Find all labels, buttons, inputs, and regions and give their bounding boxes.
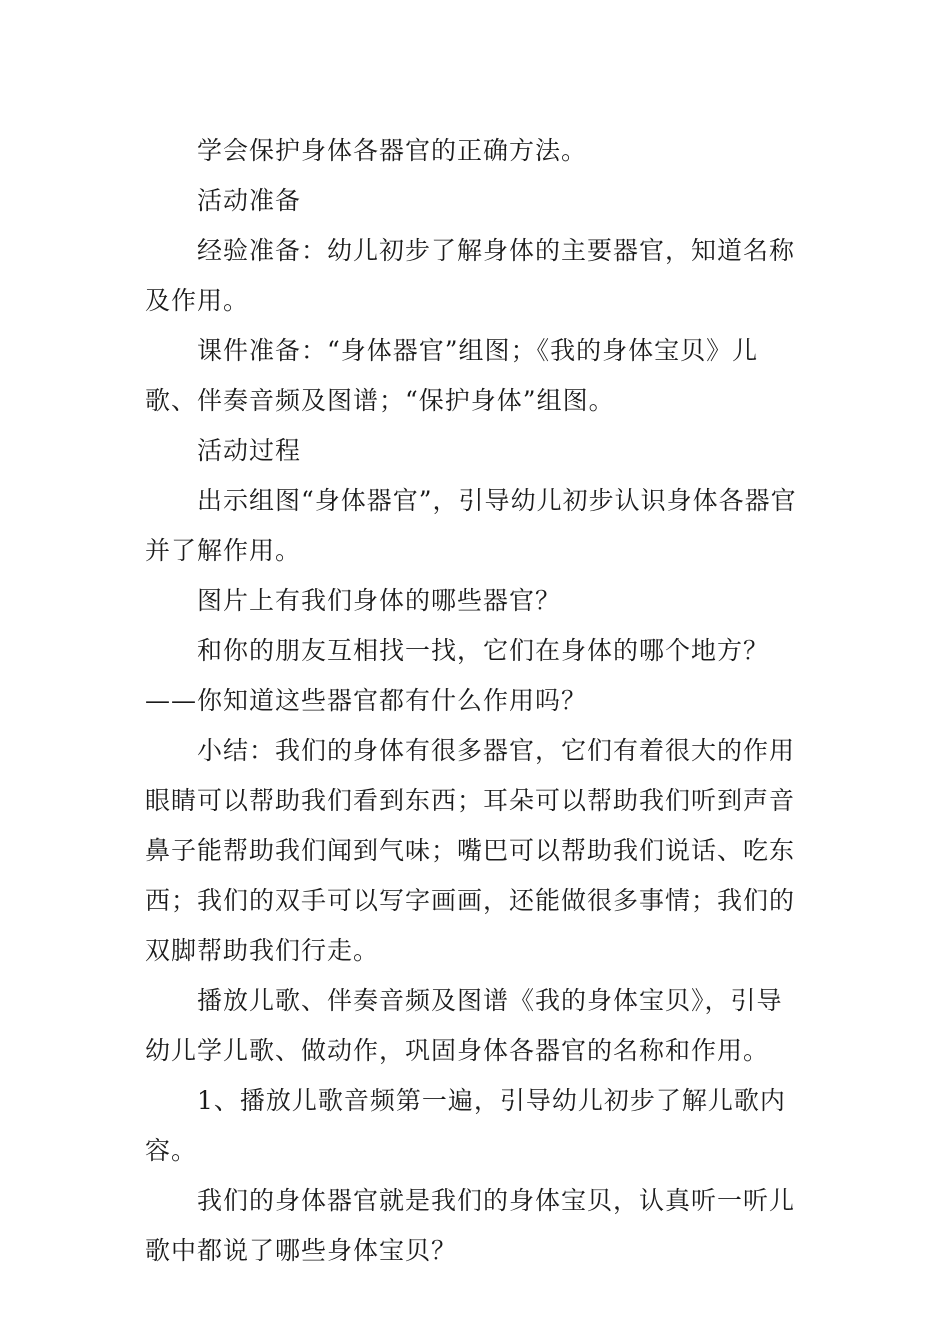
paragraph-play-song: 播放儿歌、伴奏音频及图谱《我的身体宝贝》，引导幼儿学儿歌、做动作，巩固身体各器官的名称和作用。: [145, 986, 783, 1065]
paragraph-courseware-prep: 课件准备：“身体器官”组图；《我的身体宝贝》儿歌、伴奏音频及图谱；“保护身体”组图。: [145, 336, 759, 415]
paragraph-listen: 我们的身体器官就是我们的身体宝贝，认真听一听儿歌中都说了哪些身体宝贝？: [145, 1186, 796, 1265]
heading-process: 活动过程: [197, 436, 302, 465]
paragraph-question-1: 图片上有我们身体的哪些器官？: [197, 586, 562, 615]
document-body: [145, 126, 807, 1276]
heading-preparation: 活动准备: [197, 186, 302, 215]
paragraph-goal: 学会保护身体各器官的正确方法。: [197, 136, 588, 165]
paragraph-step-1: 1、播放儿歌音频第一遍，引导幼儿初步了解儿歌内容。: [145, 1086, 786, 1165]
paragraph-question-2: 和你的朋友互相找一找，它们在身体的哪个地方？——你知道这些器官都有什么作用吗？: [145, 636, 770, 715]
paragraph-summary: 小结：我们的身体有很多器官，它们有着很大的作用眼睛可以帮助我们看到东西；耳朵可以帮助我们听到声音鼻子能帮助我们闻到气味；嘴巴可以帮助我们说话、吃东西；我们的双手可以写字画画，还能做很多事情；我们的双脚帮助我们行走。: [145, 736, 796, 965]
paragraph-show-images: 出示组图“身体器官”，引导幼儿初步认识身体各器官并了解作用。: [145, 486, 797, 565]
paragraph-experience-prep: 经验准备：幼儿初步了解身体的主要器官，知道名称及作用。: [145, 236, 796, 315]
